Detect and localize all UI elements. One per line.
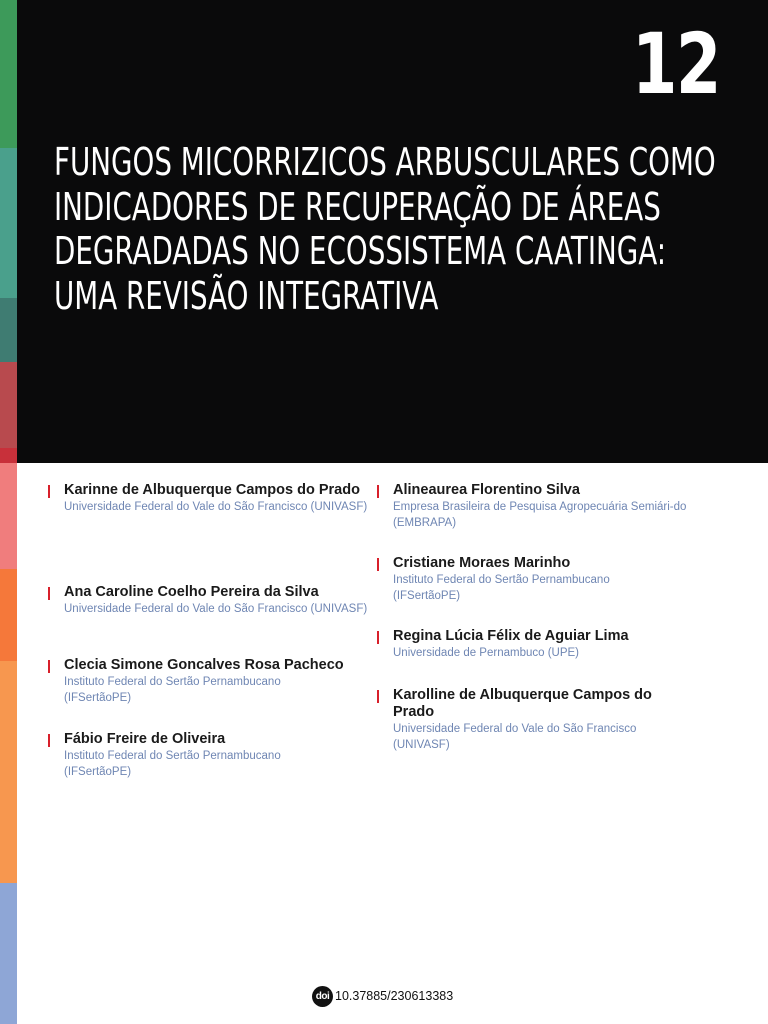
author-entry — [64, 731, 384, 780]
accent-bar — [48, 734, 50, 747]
author-name: Karinne de Albuquerque Campos do Prado — [64, 482, 360, 498]
author-entry — [64, 482, 384, 515]
author-entry — [64, 657, 394, 706]
author-affiliation: Empresa Brasileira de Pesquisa Agropecuária Semiári-do (EMBRAPA) — [393, 501, 687, 529]
chapter-number: 12 — [631, 15, 720, 113]
doi-link[interactable]: 10.37885/230613383 — [335, 989, 454, 1003]
author-name: Karolline de Albuquerque Campos do Prado — [393, 687, 652, 720]
title-line: UMA REVISÃO INTEGRATIVA — [54, 273, 439, 318]
accent-bar — [48, 485, 50, 498]
doi-icon: doi — [312, 986, 333, 1007]
author-name: Fábio Freire de Oliveira — [64, 731, 226, 747]
author-affiliation: Instituto Federal do Sertão Pernambucano (IFSertãoPE) — [393, 574, 610, 602]
author-entry — [64, 584, 384, 617]
strip-segment — [0, 883, 17, 1024]
author-affiliation: Instituto Federal do Sertão Pernambucano (IFSertãoPE) — [64, 676, 281, 704]
strip-segment — [0, 463, 17, 569]
author-entry — [393, 687, 693, 753]
author-affiliation: Universidade de Pernambuco (UPE) — [393, 647, 580, 659]
author-name: Regina Lúcia Félix de Aguiar Lima — [393, 628, 629, 644]
strip-segment — [0, 0, 17, 148]
author-name: Alineaurea Florentino Silva — [393, 482, 580, 498]
author-entry — [393, 628, 713, 661]
accent-bar — [377, 690, 379, 703]
chapter-header — [17, 0, 768, 463]
title-line: FUNGOS MICORRIZICOS ARBUSCULARES COMO — [54, 140, 716, 184]
title-line: DEGRADADAS NO ECOSSISTEMA CAATINGA: — [54, 229, 667, 273]
author-affiliation: Universidade Federal do Vale do São Francisco (UNIVASF) — [64, 603, 368, 615]
author-name: Clecia Simone Goncalves Rosa Pacheco — [64, 657, 344, 673]
title-line: INDICADORES DE RECUPERAÇÃO DE ÁREAS — [54, 184, 661, 229]
author-entry — [393, 482, 713, 531]
strip-segment — [0, 569, 17, 661]
accent-bar — [377, 485, 379, 498]
strip-segment — [0, 661, 17, 883]
accent-bar — [48, 587, 50, 600]
chapter-title — [54, 140, 716, 318]
strip-segment — [0, 148, 17, 298]
author-affiliation: Universidade Federal do Vale do São Francisco (UNIVASF) — [64, 501, 368, 513]
author-entry — [393, 555, 713, 604]
author-affiliation: Universidade Federal do Vale do São Francisco (UNIVASF) — [393, 723, 637, 751]
accent-bar — [377, 558, 379, 571]
author-name: Ana Caroline Coelho Pereira da Silva — [64, 584, 319, 600]
strip-segment — [0, 362, 17, 448]
accent-bar — [48, 660, 50, 673]
color-strip — [0, 0, 17, 1024]
doi-reference — [312, 986, 453, 1006]
accent-bar — [377, 631, 379, 644]
strip-segment — [0, 448, 17, 463]
strip-segment — [0, 298, 17, 362]
author-name: Cristiane Moraes Marinho — [393, 555, 571, 571]
author-affiliation: Instituto Federal do Sertão Pernambucano (IFSertãoPE) — [64, 750, 281, 778]
